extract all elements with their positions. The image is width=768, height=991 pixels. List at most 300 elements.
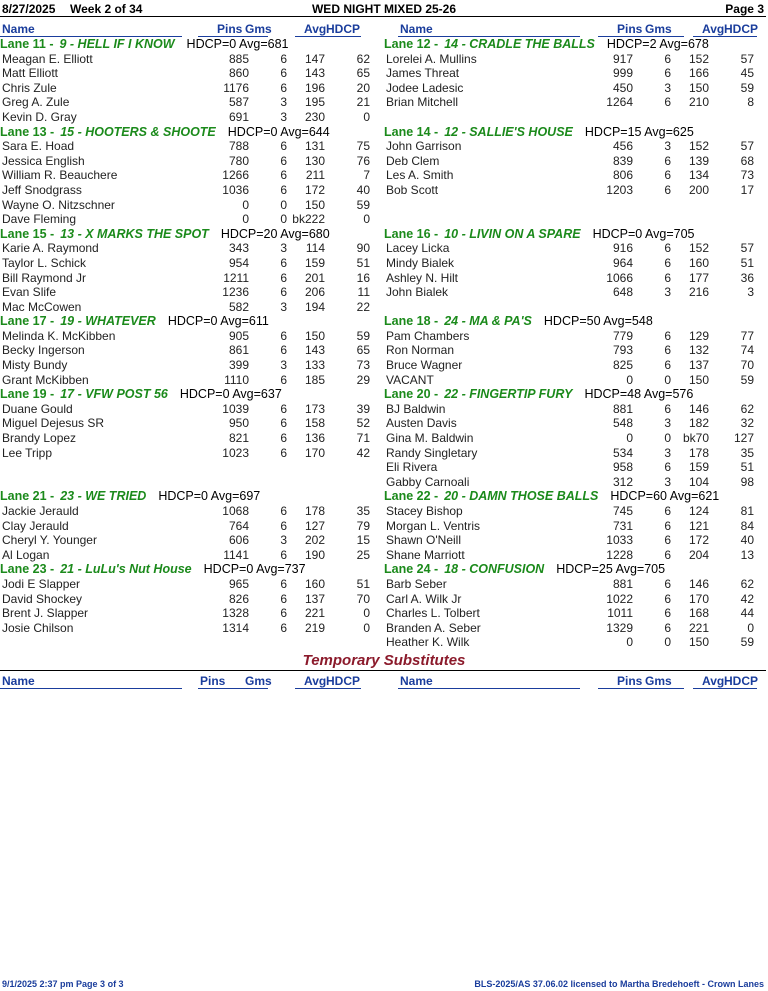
player-pins: 0 xyxy=(626,431,633,446)
player-name: Duane Gould xyxy=(2,401,73,416)
team-name: 18 - CONFUSION xyxy=(444,562,545,577)
player-name: Les A. Smith xyxy=(386,168,454,183)
player-hdcp: 57 xyxy=(740,51,754,66)
player-avg: 204 xyxy=(688,547,709,562)
player-row xyxy=(0,416,382,431)
player-row xyxy=(384,416,766,431)
player-avg: 146 xyxy=(688,401,709,416)
player-avg: 185 xyxy=(304,372,325,387)
player-row xyxy=(384,621,766,636)
player-games: 6 xyxy=(280,591,287,606)
player-hdcp: 42 xyxy=(356,445,370,460)
team-name: 15 - HOOTERS & SHOOTE xyxy=(60,124,216,139)
spacer xyxy=(0,635,382,650)
player-avg: 159 xyxy=(688,460,709,475)
player-hdcp: 62 xyxy=(356,51,370,66)
player-row xyxy=(384,533,766,548)
player-hdcp: 40 xyxy=(356,182,370,197)
player-name: Deb Clem xyxy=(386,153,440,168)
col-avg: Avg xyxy=(304,22,327,36)
player-name: Charles L. Tolbert xyxy=(386,606,480,621)
team-heading xyxy=(0,489,382,504)
player-avg: 173 xyxy=(304,401,325,416)
player-pins: 691 xyxy=(228,109,249,124)
player-row xyxy=(0,446,382,461)
player-pins: 343 xyxy=(228,241,249,256)
player-pins: 534 xyxy=(612,445,633,460)
player-avg: 211 xyxy=(305,168,325,183)
player-pins: 0 xyxy=(242,212,249,227)
player-pins: 399 xyxy=(228,358,249,373)
player-avg: 159 xyxy=(304,255,325,270)
player-games: 3 xyxy=(280,533,287,548)
team-heading xyxy=(384,227,766,242)
player-avg: 152 xyxy=(688,241,709,256)
player-hdcp: 57 xyxy=(740,241,754,256)
player-hdcp: 73 xyxy=(740,168,754,183)
player-pins: 1011 xyxy=(607,606,633,621)
player-avg: 146 xyxy=(688,576,709,591)
col-avg: Avg xyxy=(702,674,725,688)
player-pins: 964 xyxy=(612,255,633,270)
player-name: John Bialek xyxy=(386,285,449,300)
team-heading xyxy=(384,387,766,402)
team-info: HDCP=0 Avg=697 xyxy=(158,489,261,504)
player-pins: 905 xyxy=(228,328,249,343)
col-avg: Avg xyxy=(702,22,725,36)
player-row xyxy=(0,533,382,548)
player-avg: 136 xyxy=(304,431,325,446)
player-row xyxy=(0,271,382,286)
player-pins: 806 xyxy=(612,168,633,183)
lane-number: Lane 22 - xyxy=(384,489,439,504)
team-heading xyxy=(384,562,766,577)
player-games: 3 xyxy=(664,139,671,154)
lane-block xyxy=(384,314,766,387)
player-avg: 219 xyxy=(304,620,325,635)
player-name: Heather K. Wilk xyxy=(386,635,470,650)
player-avg: 216 xyxy=(688,285,709,300)
player-pins: 1033 xyxy=(606,533,633,548)
player-row xyxy=(384,95,766,110)
col-hdcp: HDCP xyxy=(724,22,759,36)
player-games: 6 xyxy=(280,343,287,358)
player-pins: 881 xyxy=(612,401,633,416)
player-avg: 230 xyxy=(304,109,325,124)
player-avg: 168 xyxy=(688,606,709,621)
player-games: 6 xyxy=(664,270,671,285)
player-hdcp: 59 xyxy=(740,372,754,387)
team-name: 13 - X MARKS THE SPOT xyxy=(60,226,209,241)
player-pins: 0 xyxy=(242,197,249,212)
player-row xyxy=(384,343,766,358)
col-name: Name xyxy=(2,22,35,36)
team-heading xyxy=(0,387,382,402)
player-row xyxy=(0,343,382,358)
player-pins: 1264 xyxy=(606,95,633,110)
player-hdcp: 3 xyxy=(747,285,754,300)
footer-print-info: 9/1/2025 2:37 pm Page 3 of 3 xyxy=(2,979,124,989)
player-pins: 582 xyxy=(228,299,249,314)
player-row xyxy=(0,431,382,446)
lane-block xyxy=(0,489,382,562)
column-header-right xyxy=(384,22,768,36)
player-name: Morgan L. Ventris xyxy=(386,518,481,533)
player-row xyxy=(384,519,766,534)
player-name: William R. Beauchere xyxy=(2,168,118,183)
player-row xyxy=(384,373,766,388)
player-pins: 606 xyxy=(228,533,249,548)
column-header-left xyxy=(0,22,384,36)
player-avg: bk222 xyxy=(292,212,325,227)
player-name: Jodi E Slapper xyxy=(2,576,81,591)
player-row xyxy=(0,110,382,125)
lane-number: Lane 24 - xyxy=(384,562,439,577)
player-name: Misty Bundy xyxy=(2,358,68,373)
player-games: 3 xyxy=(280,109,287,124)
player-row xyxy=(384,460,766,475)
player-avg: bk70 xyxy=(682,431,709,446)
player-hdcp: 7 xyxy=(363,168,370,183)
team-info: HDCP=2 Avg=678 xyxy=(606,37,709,51)
player-pins: 999 xyxy=(612,66,633,81)
player-games: 3 xyxy=(664,285,671,300)
player-hdcp: 8 xyxy=(747,95,754,110)
underline xyxy=(693,688,757,689)
player-pins: 1203 xyxy=(606,182,633,197)
player-games: 6 xyxy=(664,576,671,591)
player-pins: 1236 xyxy=(222,285,249,300)
player-games: 6 xyxy=(280,401,287,416)
player-row xyxy=(0,95,382,110)
player-avg: 210 xyxy=(688,95,709,110)
player-avg: 132 xyxy=(688,343,709,358)
player-hdcp: 62 xyxy=(740,576,754,591)
spacer xyxy=(0,460,382,475)
player-hdcp: 32 xyxy=(740,416,754,431)
player-hdcp: 17 xyxy=(740,182,754,197)
player-avg: 202 xyxy=(304,533,325,548)
team-heading xyxy=(0,227,382,242)
lane-block xyxy=(384,37,766,125)
team-info: HDCP=20 Avg=680 xyxy=(220,226,330,241)
player-hdcp: 90 xyxy=(356,241,370,256)
col-name: Name xyxy=(400,674,433,688)
team-name: 19 - WHATEVER xyxy=(60,314,156,329)
player-hdcp: 127 xyxy=(733,431,754,446)
player-name: Jessica English xyxy=(2,153,85,168)
player-pins: 648 xyxy=(612,285,633,300)
player-hdcp: 59 xyxy=(740,635,754,650)
player-avg: 133 xyxy=(304,358,325,373)
player-games: 3 xyxy=(280,299,287,314)
report-date: 8/27/2025 xyxy=(2,2,56,16)
player-games: 3 xyxy=(280,95,287,110)
player-hdcp: 59 xyxy=(740,80,754,95)
player-name: Lee Tripp xyxy=(2,445,53,460)
player-avg: 196 xyxy=(304,80,325,95)
subs-column-header-right xyxy=(384,674,768,688)
player-avg: 195 xyxy=(304,95,325,110)
player-avg: 152 xyxy=(688,51,709,66)
col-games: Gms xyxy=(645,674,672,688)
player-row xyxy=(0,139,382,154)
player-hdcp: 35 xyxy=(356,504,370,518)
lane-block xyxy=(384,489,766,562)
player-avg: 143 xyxy=(304,343,325,358)
team-info: HDCP=25 Avg=705 xyxy=(556,562,666,577)
lane-block xyxy=(0,227,382,315)
player-row xyxy=(0,519,382,534)
player-games: 3 xyxy=(664,416,671,431)
player-row xyxy=(384,504,766,519)
col-name: Name xyxy=(400,22,433,36)
player-avg: 221 xyxy=(304,606,325,621)
player-row xyxy=(384,475,766,490)
player-avg: 137 xyxy=(688,358,709,373)
player-row xyxy=(384,446,766,461)
player-pins: 1328 xyxy=(222,606,249,621)
team-name: 20 - DAMN THOSE BALLS xyxy=(444,489,599,504)
player-hdcp: 0 xyxy=(363,212,370,227)
player-hdcp: 21 xyxy=(356,95,370,110)
player-games: 6 xyxy=(664,66,671,81)
player-hdcp: 13 xyxy=(740,547,754,562)
player-hdcp: 29 xyxy=(356,372,370,387)
player-name: Ron Norman xyxy=(386,343,455,358)
player-row xyxy=(0,300,382,315)
player-hdcp: 51 xyxy=(356,576,370,591)
subs-column-header-left xyxy=(0,674,384,688)
left-column xyxy=(0,37,382,650)
player-row xyxy=(384,139,766,154)
player-pins: 954 xyxy=(228,255,249,270)
team-heading xyxy=(384,125,766,140)
col-games: Gms xyxy=(245,674,272,688)
player-hdcp: 20 xyxy=(356,80,370,95)
player-row xyxy=(384,168,766,183)
player-avg: 152 xyxy=(688,139,709,154)
player-pins: 885 xyxy=(228,51,249,66)
player-avg: 127 xyxy=(304,518,325,533)
team-name: 9 - HELL IF I KNOW xyxy=(59,37,175,51)
player-row xyxy=(384,577,766,592)
player-row xyxy=(384,285,766,300)
player-hdcp: 65 xyxy=(356,66,370,81)
player-row xyxy=(0,66,382,81)
player-name: Melinda K. McKibben xyxy=(2,328,116,343)
player-games: 0 xyxy=(664,431,671,446)
player-hdcp: 51 xyxy=(740,460,754,475)
player-name: Grant McKibben xyxy=(2,372,89,387)
player-row xyxy=(384,431,766,446)
player-hdcp: 35 xyxy=(740,445,754,460)
lane-number: Lane 12 - xyxy=(384,37,439,51)
player-pins: 1314 xyxy=(222,620,249,635)
player-avg: 129 xyxy=(688,328,709,343)
player-hdcp: 98 xyxy=(740,474,754,489)
right-column xyxy=(384,37,766,650)
player-row xyxy=(0,577,382,592)
player-games: 6 xyxy=(280,285,287,300)
player-pins: 1176 xyxy=(223,80,249,95)
col-name: Name xyxy=(2,674,35,688)
player-row xyxy=(0,198,382,213)
player-row xyxy=(384,81,766,96)
player-hdcp: 0 xyxy=(363,606,370,621)
player-name: Karie A. Raymond xyxy=(2,241,99,256)
player-avg: 182 xyxy=(688,416,709,431)
player-avg: 150 xyxy=(688,80,709,95)
lane-block xyxy=(384,125,766,227)
player-pins: 764 xyxy=(228,518,249,533)
player-avg: 166 xyxy=(688,66,709,81)
player-games: 3 xyxy=(664,445,671,460)
team-heading xyxy=(0,314,382,329)
player-row xyxy=(384,154,766,169)
player-avg: 114 xyxy=(305,241,325,256)
player-pins: 788 xyxy=(228,139,249,154)
player-name: Gina M. Baldwin xyxy=(386,431,474,446)
player-name: Bill Raymond Jr xyxy=(2,270,87,285)
player-row xyxy=(384,548,766,563)
player-hdcp: 71 xyxy=(356,431,370,446)
player-avg: 137 xyxy=(304,591,325,606)
team-heading xyxy=(0,125,382,140)
col-pins: Pins xyxy=(200,674,226,688)
team-name: 12 - SALLIE'S HOUSE xyxy=(444,124,573,139)
player-games: 3 xyxy=(664,80,671,95)
lane-block xyxy=(0,562,382,650)
player-name: BJ Baldwin xyxy=(386,401,446,416)
player-row xyxy=(0,592,382,607)
player-games: 6 xyxy=(664,533,671,548)
substitutes-rule xyxy=(0,670,766,671)
player-hdcp: 59 xyxy=(356,328,370,343)
player-avg: 124 xyxy=(688,504,709,518)
player-name: Cheryl Y. Younger xyxy=(2,533,97,548)
team-heading xyxy=(384,489,766,504)
player-games: 6 xyxy=(664,328,671,343)
player-games: 6 xyxy=(664,182,671,197)
player-name: Kevin D. Gray xyxy=(2,109,77,124)
player-hdcp: 0 xyxy=(363,109,370,124)
player-hdcp: 0 xyxy=(747,620,754,635)
player-games: 6 xyxy=(280,139,287,154)
underline xyxy=(198,688,268,689)
team-info: HDCP=60 Avg=621 xyxy=(610,489,720,504)
lane-block xyxy=(384,387,766,489)
player-games: 3 xyxy=(280,241,287,256)
lane-number: Lane 21 - xyxy=(0,489,55,504)
player-avg: 178 xyxy=(688,445,709,460)
team-info: HDCP=0 Avg=681 xyxy=(186,37,289,51)
player-avg: 143 xyxy=(304,66,325,81)
player-games: 6 xyxy=(664,591,671,606)
team-info: HDCP=0 Avg=644 xyxy=(227,124,330,139)
player-pins: 745 xyxy=(612,504,633,518)
player-row xyxy=(0,504,382,519)
player-hdcp: 22 xyxy=(356,299,370,314)
player-avg: 170 xyxy=(304,445,325,460)
substitutes-title: Temporary Substitutes xyxy=(302,652,466,669)
player-games: 6 xyxy=(664,620,671,635)
player-name: Mac McCowen xyxy=(2,299,82,314)
player-row xyxy=(0,621,382,636)
player-pins: 1228 xyxy=(606,547,633,562)
team-name: 24 - MA & PA'S xyxy=(444,314,532,329)
player-avg: 221 xyxy=(688,620,709,635)
team-name: 14 - CRADLE THE BALLS xyxy=(444,37,595,51)
player-pins: 731 xyxy=(612,518,633,533)
player-games: 0 xyxy=(280,212,287,227)
player-row xyxy=(0,52,382,67)
player-hdcp: 84 xyxy=(740,518,754,533)
lane-number: Lane 14 - xyxy=(384,124,439,139)
player-pins: 1211 xyxy=(223,270,249,285)
player-pins: 917 xyxy=(612,51,633,66)
player-name: Sara E. Hoad xyxy=(2,139,75,154)
player-pins: 860 xyxy=(228,66,249,81)
player-avg: 178 xyxy=(304,504,325,518)
player-name: Brandy Lopez xyxy=(2,431,77,446)
player-name: David Shockey xyxy=(2,591,83,606)
player-row xyxy=(0,241,382,256)
player-row xyxy=(0,183,382,198)
col-pins: Pins xyxy=(217,22,243,36)
player-avg: 130 xyxy=(304,153,325,168)
underline xyxy=(295,688,361,689)
underline xyxy=(0,688,182,689)
player-pins: 1022 xyxy=(606,591,633,606)
lane-number: Lane 15 - xyxy=(0,226,55,241)
player-name: Evan Slife xyxy=(2,285,57,300)
player-name: Wayne O. Nitzschner xyxy=(2,197,115,212)
player-pins: 965 xyxy=(228,576,249,591)
player-hdcp: 68 xyxy=(740,153,754,168)
col-hdcp: HDCP xyxy=(326,674,361,688)
player-games: 6 xyxy=(280,182,287,197)
player-name: Chris Zule xyxy=(2,80,57,95)
player-name: Gabby Carnoali xyxy=(386,474,470,489)
team-info: HDCP=0 Avg=737 xyxy=(203,562,306,577)
player-row xyxy=(0,606,382,621)
player-avg: 121 xyxy=(688,518,709,533)
player-pins: 916 xyxy=(612,241,633,256)
player-hdcp: 59 xyxy=(356,197,370,212)
team-name: 22 - FINGERTIP FURY xyxy=(444,387,573,402)
player-avg: 201 xyxy=(304,270,325,285)
player-avg: 134 xyxy=(688,168,709,183)
player-avg: 150 xyxy=(304,328,325,343)
player-pins: 779 xyxy=(612,328,633,343)
lane-number: Lane 11 - xyxy=(0,37,54,51)
player-games: 6 xyxy=(664,460,671,475)
player-name: Lacey Licka xyxy=(386,241,450,256)
player-hdcp: 36 xyxy=(740,270,754,285)
player-games: 6 xyxy=(280,328,287,343)
player-name: VACANT xyxy=(386,372,434,387)
player-name: Stacey Bishop xyxy=(386,504,463,518)
player-games: 6 xyxy=(664,401,671,416)
player-name: Bruce Wagner xyxy=(386,358,463,373)
player-row xyxy=(384,66,766,81)
player-row xyxy=(384,183,766,198)
player-name: Brent J. Slapper xyxy=(2,606,89,621)
player-hdcp: 45 xyxy=(740,66,754,81)
player-hdcp: 76 xyxy=(356,153,370,168)
player-pins: 1110 xyxy=(224,372,249,387)
